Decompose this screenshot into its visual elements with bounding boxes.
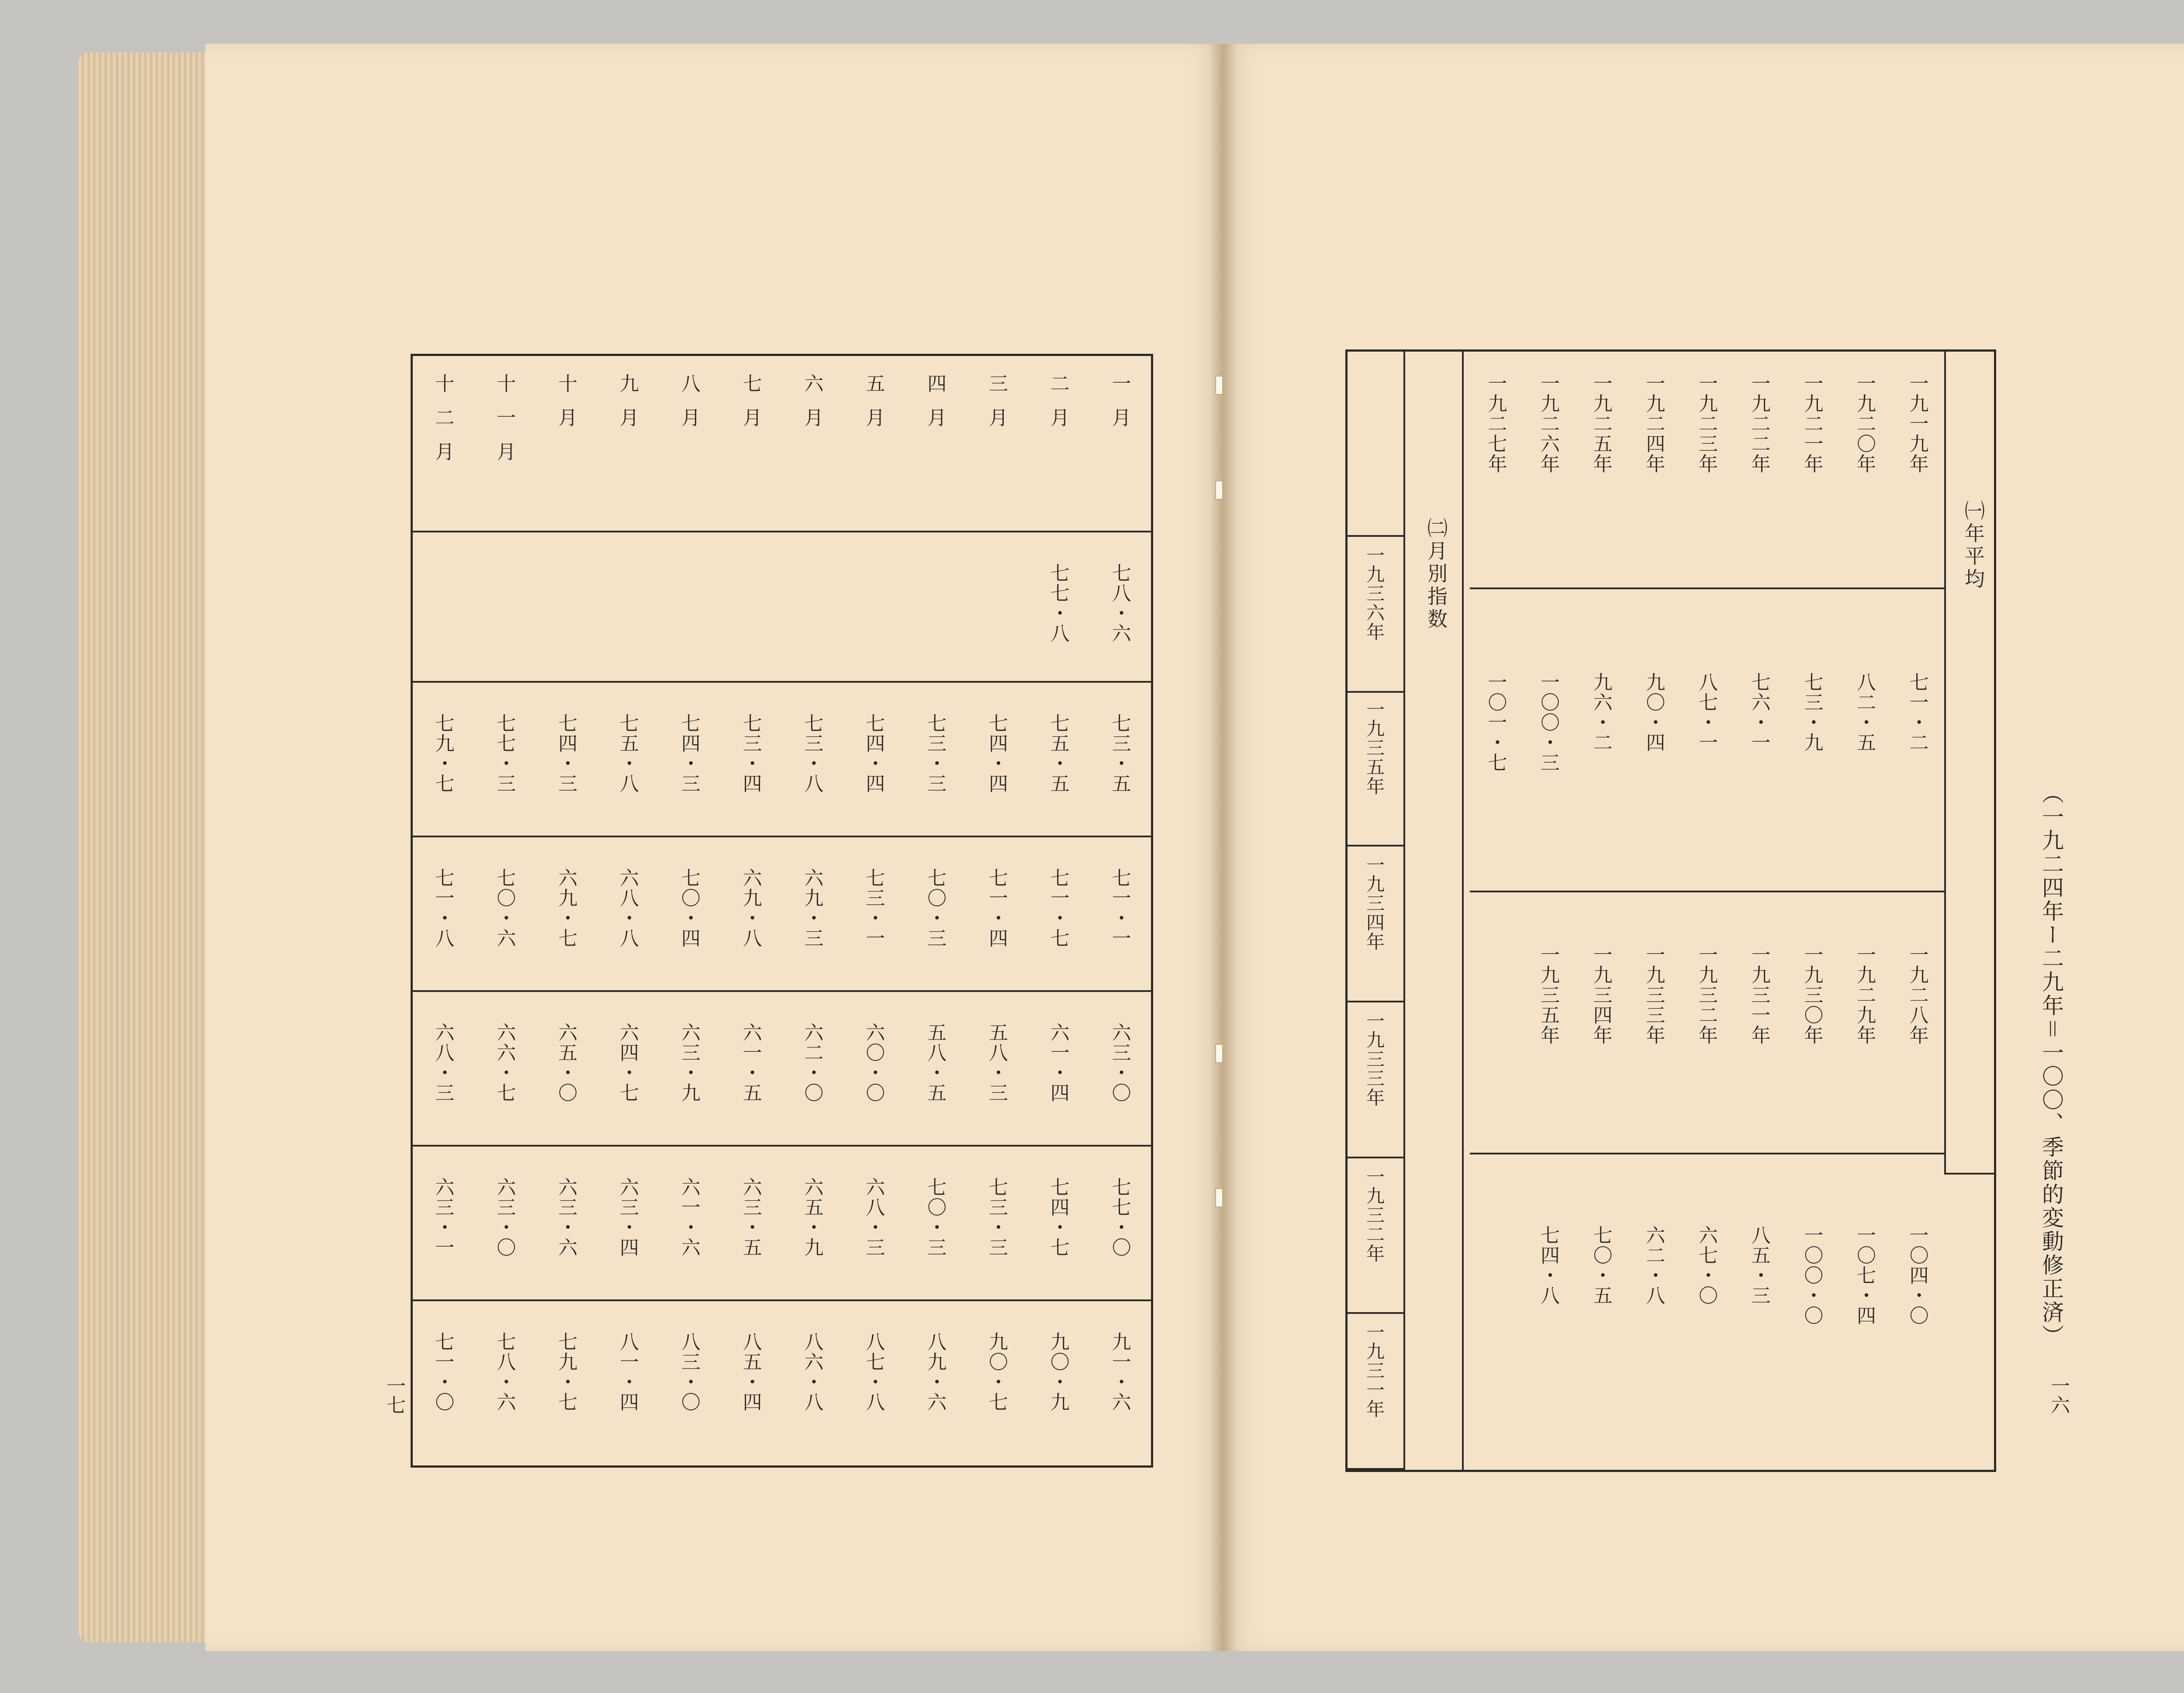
- annual-average-label: ㈠年平均: [1962, 500, 1985, 591]
- year-label: 一九三三年: [1642, 945, 1665, 1045]
- monthly-year-label: 一九三二年: [1364, 1167, 1385, 1263]
- month-header: 八月: [677, 373, 700, 442]
- table-cell: 六三・一: [432, 1177, 454, 1258]
- binding-stitch: [1215, 1044, 1223, 1063]
- month-header: 四月: [924, 373, 947, 442]
- table-cell: 九一・六: [1108, 1332, 1131, 1412]
- annual-value: 七四・八: [1537, 1225, 1559, 1306]
- page-number-right: 一六: [2047, 1376, 2070, 1414]
- page-edges-left: [79, 52, 227, 1642]
- table-cell: 八七・八: [862, 1332, 885, 1412]
- annual-value: 一〇四・〇: [1906, 1225, 1928, 1326]
- year-label: 一九二二年: [1748, 373, 1770, 474]
- binding-stitch: [1215, 480, 1223, 500]
- annual-years-row: [1470, 352, 1944, 589]
- table-cell: 七三・四: [739, 713, 762, 794]
- table-cell: 七五・五: [1047, 713, 1069, 794]
- table-cell: 六三・五: [739, 1177, 762, 1258]
- table-cell: 六六・七: [493, 1023, 516, 1103]
- year-label: 一九三一年: [1748, 945, 1770, 1045]
- annual-values-row: [1470, 589, 1944, 892]
- table-cell: 七三・三: [985, 1177, 1008, 1258]
- table-cell: 八一・四: [616, 1332, 639, 1412]
- year-label: 一九三二年: [1695, 945, 1717, 1045]
- table-cell: 七四・四: [862, 713, 885, 794]
- table-cell: 六四・七: [616, 1023, 639, 1103]
- annual-label-column: [1944, 352, 1994, 1175]
- year-label: 一九二六年: [1537, 373, 1559, 474]
- monthly-year-label: 一九三五年: [1364, 699, 1385, 796]
- table-cell: 六一・五: [739, 1023, 762, 1103]
- month-header: 九月: [616, 373, 639, 442]
- table-cell: 七一・〇: [432, 1332, 454, 1412]
- table-cell: 八三・〇: [677, 1332, 700, 1412]
- table-cell: 七九・七: [432, 713, 454, 794]
- month-header: 三月: [985, 373, 1008, 442]
- table-cell: 八六・八: [801, 1332, 823, 1412]
- table-row: [413, 532, 1151, 683]
- annual-value: 一〇〇・〇: [1800, 1225, 1823, 1326]
- monthly-year-box: [1348, 535, 1403, 693]
- annual-data: [1470, 352, 1944, 1173]
- table-cell: 七四・三: [677, 713, 700, 794]
- table-row: [413, 1301, 1151, 1463]
- page-number-left: 一七: [383, 1376, 405, 1414]
- table-cell: 七九・七: [555, 1332, 577, 1412]
- book-gutter: [1210, 44, 1236, 1651]
- annual-value: 一〇七・四: [1853, 1225, 1876, 1326]
- table-cell: 六三・四: [616, 1177, 639, 1258]
- year-label: 一九二四年: [1642, 373, 1665, 474]
- annual-value: 七三・九: [1800, 672, 1823, 753]
- table-row: [413, 992, 1151, 1147]
- table-cell: 六三・六: [555, 1177, 577, 1258]
- month-header: 十二月: [432, 373, 454, 476]
- monthly-year-box: [1348, 1158, 1403, 1314]
- second-values-row: [1470, 1173, 1944, 1470]
- month-header: 十月: [555, 373, 577, 442]
- table-cell: 七〇・三: [924, 1177, 947, 1258]
- second-years-row: [1470, 892, 1944, 1154]
- binding-stitch: [1215, 1188, 1223, 1207]
- table-cell: 六二・〇: [801, 1023, 823, 1103]
- table-cell: 七一・一: [1108, 868, 1131, 948]
- table-cell: 七八・六: [493, 1332, 516, 1412]
- monthly-year-label: 一九三四年: [1364, 855, 1385, 952]
- monthly-index-label-column: [1405, 352, 1464, 1470]
- month-header-row: [413, 356, 1151, 532]
- left-page: [205, 44, 1223, 1651]
- table-cell: 五八・五: [924, 1023, 947, 1103]
- table-cell: 六八・三: [862, 1177, 885, 1258]
- annual-value: 九六・二: [1590, 672, 1612, 753]
- table-cell: 六三・〇: [493, 1177, 516, 1258]
- year-label: 一九二〇年: [1853, 373, 1876, 474]
- table-cell: 七三・三: [924, 713, 947, 794]
- table-cell: 七五・八: [616, 713, 639, 794]
- month-header: 六月: [801, 373, 823, 442]
- table-cell: 五八・三: [985, 1023, 1008, 1103]
- table-cell: 七一・八: [432, 868, 454, 948]
- table-cell: 六九・三: [801, 868, 823, 948]
- annual-value: 七一・二: [1906, 672, 1928, 753]
- year-label: 一九二八年: [1906, 945, 1928, 1045]
- annual-index-table: [1345, 349, 1996, 1472]
- right-page: [1223, 44, 2184, 1651]
- annual-value: 六七・〇: [1695, 1225, 1717, 1306]
- year-label: 一九三〇年: [1800, 945, 1823, 1045]
- table-cell: 九〇・七: [985, 1332, 1008, 1412]
- monthly-index-label: ㈡月別指数: [1424, 518, 1448, 631]
- table-cell: 七〇・六: [493, 868, 516, 948]
- table-cell: 八五・四: [739, 1332, 762, 1412]
- annual-value: 七六・一: [1748, 672, 1770, 753]
- table-cell: 七三・五: [1108, 713, 1131, 794]
- table-cell: 七四・三: [555, 713, 577, 794]
- year-label: 一九二五年: [1590, 373, 1612, 474]
- annual-value: 八五・三: [1748, 1225, 1770, 1306]
- table-cell: 六一・四: [1047, 1023, 1069, 1103]
- table-cell: 七〇・四: [677, 868, 700, 948]
- annual-value: 一〇一・七: [1484, 672, 1507, 773]
- year-label: 一九二七年: [1484, 373, 1507, 474]
- table-title: （一九二四年ー二九年＝一〇〇、季節的変動修正済）: [2039, 782, 2064, 1348]
- year-label: 一九三四年: [1590, 945, 1612, 1045]
- table-cell: 七四・四: [985, 713, 1008, 794]
- annual-value: 九〇・四: [1642, 672, 1665, 753]
- table-cell: 六五・〇: [555, 1023, 577, 1103]
- table-cell: 六三・〇: [1108, 1023, 1131, 1103]
- binding-stitch: [1215, 376, 1223, 395]
- month-header: 十一月: [493, 373, 516, 476]
- year-label: 一九一九年: [1906, 373, 1928, 474]
- monthly-year-box: [1348, 1002, 1403, 1158]
- table-cell: 六八・八: [616, 868, 639, 948]
- annual-value: 一〇〇・三: [1537, 672, 1559, 773]
- monthly-year-box: [1348, 846, 1403, 1002]
- year-label: 一九三五年: [1537, 945, 1559, 1045]
- table-cell: 七七・八: [1047, 563, 1069, 643]
- monthly-year-box: [1348, 1314, 1403, 1470]
- table-cell: 七八・六: [1108, 563, 1131, 643]
- table-cell: 六〇・〇: [862, 1023, 885, 1103]
- table-cell: 八九・六: [924, 1332, 947, 1412]
- table-cell: 七〇・三: [924, 868, 947, 948]
- table-cell: 六五・九: [801, 1177, 823, 1258]
- table-cell: 七七・三: [493, 713, 516, 794]
- open-book: [79, 44, 2184, 1651]
- table-cell: 七四・七: [1047, 1177, 1069, 1258]
- monthly-year-label: 一九三三年: [1364, 1011, 1385, 1107]
- table-cell: 六三・九: [677, 1023, 700, 1103]
- table-cell: 七一・七: [1047, 868, 1069, 948]
- table-cell: 六八・三: [432, 1023, 454, 1103]
- annual-value: 八二・五: [1853, 672, 1876, 753]
- month-header: 五月: [862, 373, 885, 442]
- month-header: 七月: [739, 373, 762, 442]
- monthly-year-column: [1348, 352, 1405, 1470]
- year-label: 一九二三年: [1695, 373, 1717, 474]
- annual-value: 七〇・五: [1590, 1225, 1612, 1306]
- monthly-year-box: [1348, 691, 1403, 847]
- year-label: 一九二九年: [1853, 945, 1876, 1045]
- table-cell: 六九・七: [555, 868, 577, 948]
- table-cell: 七七・〇: [1108, 1177, 1131, 1258]
- monthly-year-label: 一九三六年: [1364, 546, 1385, 642]
- table-cell: 七三・八: [801, 713, 823, 794]
- monthly-year-label: 一九三一年: [1364, 1323, 1385, 1419]
- table-cell: 九〇・九: [1047, 1332, 1069, 1412]
- table-cell: 七一・四: [985, 868, 1008, 948]
- monthly-index-table: [411, 354, 1153, 1468]
- table-cell: 六九・八: [739, 868, 762, 948]
- annual-value: 八七・一: [1695, 672, 1717, 753]
- month-header: 一月: [1108, 373, 1131, 442]
- year-label: 一九二一年: [1800, 373, 1823, 474]
- annual-value: 六二・八: [1642, 1225, 1665, 1306]
- table-row: [413, 837, 1151, 992]
- table-row: [413, 683, 1151, 837]
- table-row: [413, 1147, 1151, 1301]
- table-cell: 七三・一: [862, 868, 885, 948]
- table-cell: 六一・六: [677, 1177, 700, 1258]
- month-header: 二月: [1047, 373, 1069, 442]
